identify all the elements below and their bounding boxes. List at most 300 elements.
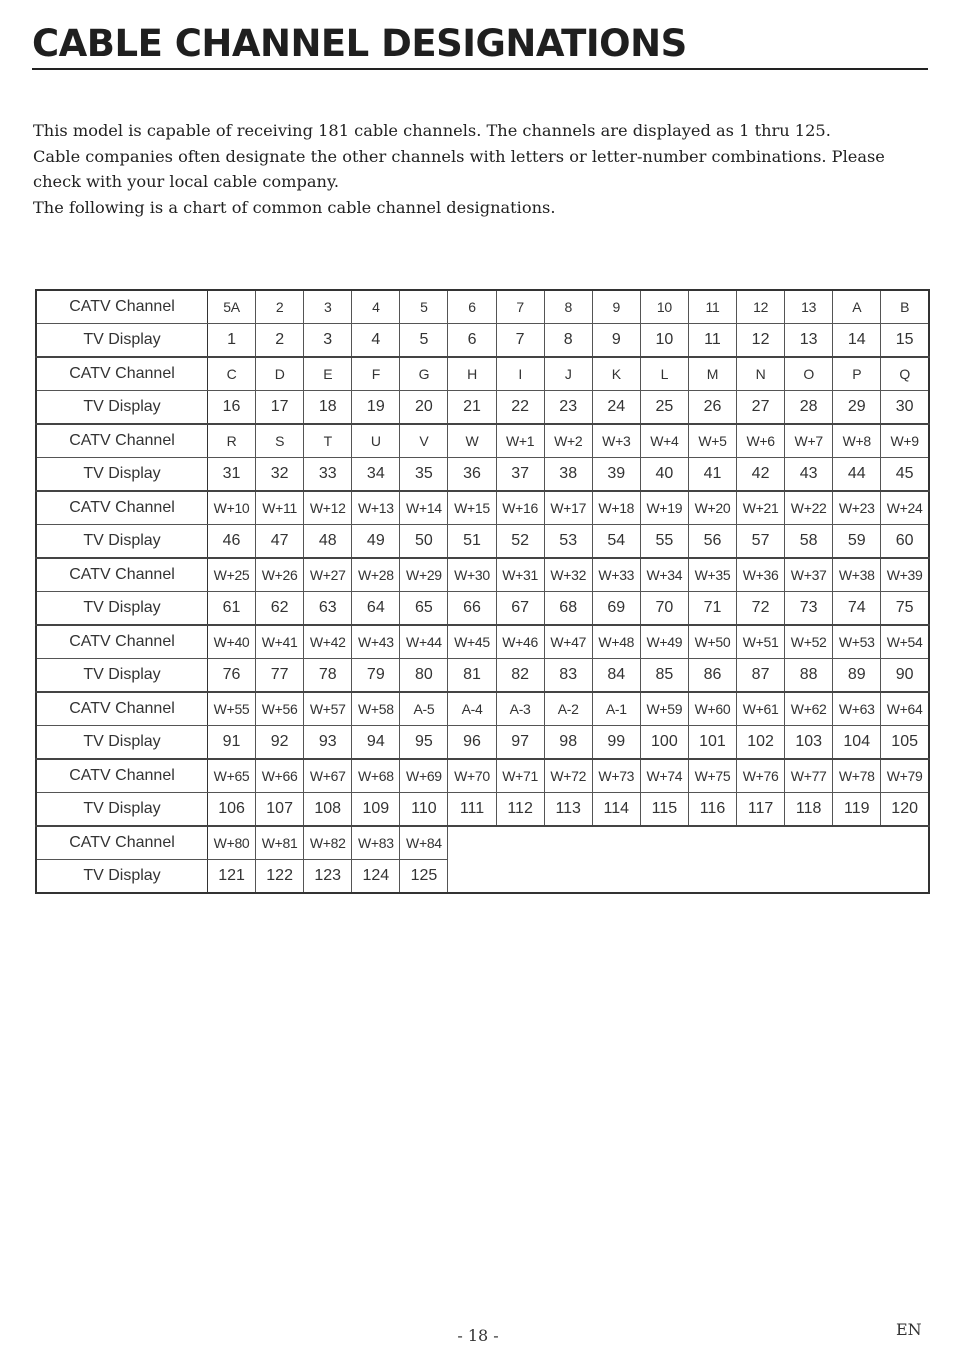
catv-channel-cell: W+7 — [785, 424, 833, 458]
catv-channel-cell: W+72 — [544, 759, 592, 793]
catv-channel-cell: H — [448, 357, 496, 391]
catv-channel-row — [36, 826, 929, 860]
catv-channel-row — [36, 424, 929, 458]
catv-channel-row — [36, 290, 929, 324]
tv-display-cell: 39 — [592, 458, 640, 492]
tv-display-label: TV Display — [36, 793, 208, 827]
tv-display-cell: 38 — [544, 458, 592, 492]
catv-channel-cell: A-2 — [544, 692, 592, 726]
catv-channel-cell: 6 — [448, 290, 496, 324]
tv-display-cell: 81 — [448, 659, 496, 693]
tv-display-cell: 59 — [833, 525, 881, 559]
catv-channel-cell: 9 — [592, 290, 640, 324]
catv-channel-cell: 4 — [352, 290, 400, 324]
catv-channel-cell: W — [448, 424, 496, 458]
catv-channel-cell: K — [592, 357, 640, 391]
tv-display-cell: 32 — [256, 458, 304, 492]
tv-display-cell: 101 — [688, 726, 736, 760]
catv-channel-cell: W+33 — [592, 558, 640, 592]
catv-channel-cell: D — [256, 357, 304, 391]
tv-display-cell: 51 — [448, 525, 496, 559]
catv-channel-cell: O — [785, 357, 833, 391]
catv-channel-cell: W+8 — [833, 424, 881, 458]
empty-cell — [688, 826, 736, 860]
catv-channel-cell: W+47 — [544, 625, 592, 659]
empty-cell — [833, 826, 881, 860]
catv-channel-cell: W+26 — [256, 558, 304, 592]
catv-channel-cell: W+48 — [592, 625, 640, 659]
tv-display-cell: 99 — [592, 726, 640, 760]
tv-display-cell: 5 — [400, 324, 448, 358]
intro-text — [33, 118, 933, 220]
tv-display-cell: 79 — [352, 659, 400, 693]
tv-display-cell: 65 — [400, 592, 448, 626]
empty-cell — [496, 826, 544, 860]
language-code: EN — [896, 1320, 922, 1339]
catv-channel-cell: W+22 — [785, 491, 833, 525]
catv-channel-cell: P — [833, 357, 881, 391]
catv-channel-cell: W+32 — [544, 558, 592, 592]
tv-display-cell: 14 — [833, 324, 881, 358]
catv-channel-cell: W+5 — [688, 424, 736, 458]
catv-channel-cell: W+37 — [785, 558, 833, 592]
catv-channel-cell: B — [881, 290, 929, 324]
tv-display-cell: 47 — [256, 525, 304, 559]
tv-display-cell: 70 — [640, 592, 688, 626]
tv-display-cell: 15 — [881, 324, 929, 358]
tv-display-cell: 117 — [737, 793, 785, 827]
tv-display-cell: 21 — [448, 391, 496, 425]
tv-display-cell: 75 — [881, 592, 929, 626]
tv-display-cell: 73 — [785, 592, 833, 626]
tv-display-cell: 36 — [448, 458, 496, 492]
tv-display-cell: 20 — [400, 391, 448, 425]
tv-display-cell: 30 — [881, 391, 929, 425]
tv-display-cell: 67 — [496, 592, 544, 626]
tv-display-cell: 87 — [737, 659, 785, 693]
tv-display-cell: 72 — [737, 592, 785, 626]
catv-channel-cell: W+24 — [881, 491, 929, 525]
catv-channel-cell: A-1 — [592, 692, 640, 726]
empty-cell — [544, 826, 592, 860]
catv-channel-cell: V — [400, 424, 448, 458]
tv-display-row — [36, 324, 929, 358]
empty-cell — [496, 860, 544, 894]
catv-channel-cell: W+35 — [688, 558, 736, 592]
catv-channel-cell: 8 — [544, 290, 592, 324]
catv-channel-label: CATV Channel — [36, 558, 208, 592]
empty-cell — [881, 860, 929, 894]
tv-display-cell: 92 — [256, 726, 304, 760]
catv-channel-cell: W+28 — [352, 558, 400, 592]
catv-channel-cell: C — [208, 357, 256, 391]
channel-designation-table — [35, 289, 930, 894]
tv-display-cell: 106 — [208, 793, 256, 827]
page-title: CABLE CHANNEL DESIGNATIONS — [32, 22, 687, 65]
tv-display-cell: 37 — [496, 458, 544, 492]
tv-display-cell: 17 — [256, 391, 304, 425]
catv-channel-cell: W+15 — [448, 491, 496, 525]
tv-display-cell: 40 — [640, 458, 688, 492]
tv-display-cell: 2 — [256, 324, 304, 358]
tv-display-row — [36, 726, 929, 760]
catv-channel-row — [36, 759, 929, 793]
tv-display-cell: 62 — [256, 592, 304, 626]
tv-display-cell: 6 — [448, 324, 496, 358]
catv-channel-cell: W+40 — [208, 625, 256, 659]
empty-cell — [737, 860, 785, 894]
catv-channel-cell: W+34 — [640, 558, 688, 592]
catv-channel-label: CATV Channel — [36, 424, 208, 458]
tv-display-cell: 58 — [785, 525, 833, 559]
catv-channel-cell: W+6 — [737, 424, 785, 458]
catv-channel-cell: W+84 — [400, 826, 448, 860]
catv-channel-cell: U — [352, 424, 400, 458]
tv-display-row — [36, 659, 929, 693]
empty-cell — [640, 826, 688, 860]
catv-channel-cell: A-3 — [496, 692, 544, 726]
tv-display-cell: 41 — [688, 458, 736, 492]
tv-display-cell: 105 — [881, 726, 929, 760]
tv-display-label: TV Display — [36, 324, 208, 358]
tv-display-cell: 85 — [640, 659, 688, 693]
tv-display-cell: 43 — [785, 458, 833, 492]
catv-channel-cell: W+62 — [785, 692, 833, 726]
catv-channel-cell: W+82 — [304, 826, 352, 860]
intro-paragraph: The following is a chart of common cable channel designations. — [33, 197, 556, 217]
catv-channel-cell: 13 — [785, 290, 833, 324]
tv-display-cell: 93 — [304, 726, 352, 760]
empty-cell — [592, 826, 640, 860]
tv-display-cell: 84 — [592, 659, 640, 693]
tv-display-cell: 11 — [688, 324, 736, 358]
empty-cell — [785, 860, 833, 894]
tv-display-cell: 34 — [352, 458, 400, 492]
tv-display-cell: 71 — [688, 592, 736, 626]
catv-channel-cell: W+56 — [256, 692, 304, 726]
tv-display-cell: 48 — [304, 525, 352, 559]
catv-channel-cell: 3 — [304, 290, 352, 324]
catv-channel-cell: T — [304, 424, 352, 458]
catv-channel-row — [36, 692, 929, 726]
catv-channel-cell: W+78 — [833, 759, 881, 793]
catv-channel-cell: W+21 — [737, 491, 785, 525]
tv-display-cell: 86 — [688, 659, 736, 693]
tv-display-cell: 9 — [592, 324, 640, 358]
intro-paragraph: This model is capable of receiving 181 cable channels. The channels are displayed as 1 thru 125. — [33, 121, 831, 140]
catv-channel-cell: W+30 — [448, 558, 496, 592]
tv-display-cell: 52 — [496, 525, 544, 559]
catv-channel-cell: W+3 — [592, 424, 640, 458]
catv-channel-cell: W+52 — [785, 625, 833, 659]
tv-display-cell: 98 — [544, 726, 592, 760]
tv-display-cell: 91 — [208, 726, 256, 760]
tv-display-label: TV Display — [36, 860, 208, 894]
catv-channel-cell: W+80 — [208, 826, 256, 860]
catv-channel-cell: W+51 — [737, 625, 785, 659]
empty-cell — [688, 860, 736, 894]
tv-display-cell: 109 — [352, 793, 400, 827]
catv-channel-label: CATV Channel — [36, 692, 208, 726]
tv-display-label: TV Display — [36, 458, 208, 492]
catv-channel-cell: W+43 — [352, 625, 400, 659]
tv-display-cell: 18 — [304, 391, 352, 425]
tv-display-cell: 66 — [448, 592, 496, 626]
empty-cell — [640, 860, 688, 894]
empty-cell — [592, 860, 640, 894]
catv-channel-cell: W+25 — [208, 558, 256, 592]
catv-channel-cell: W+74 — [640, 759, 688, 793]
catv-channel-cell: W+31 — [496, 558, 544, 592]
empty-cell — [833, 860, 881, 894]
tv-display-cell: 113 — [544, 793, 592, 827]
tv-display-cell: 110 — [400, 793, 448, 827]
catv-channel-cell: W+11 — [256, 491, 304, 525]
catv-channel-cell: W+70 — [448, 759, 496, 793]
tv-display-cell: 60 — [881, 525, 929, 559]
tv-display-cell: 53 — [544, 525, 592, 559]
tv-display-cell: 115 — [640, 793, 688, 827]
catv-channel-cell: I — [496, 357, 544, 391]
catv-channel-cell: W+50 — [688, 625, 736, 659]
catv-channel-cell: W+61 — [737, 692, 785, 726]
catv-channel-cell: L — [640, 357, 688, 391]
tv-display-cell: 13 — [785, 324, 833, 358]
catv-channel-cell: 2 — [256, 290, 304, 324]
tv-display-cell: 124 — [352, 860, 400, 894]
catv-channel-cell: W+20 — [688, 491, 736, 525]
tv-display-cell: 64 — [352, 592, 400, 626]
empty-cell — [881, 826, 929, 860]
tv-display-cell: 25 — [640, 391, 688, 425]
tv-display-cell: 26 — [688, 391, 736, 425]
tv-display-cell: 108 — [304, 793, 352, 827]
catv-channel-cell: A-5 — [400, 692, 448, 726]
catv-channel-cell: J — [544, 357, 592, 391]
catv-channel-cell: W+49 — [640, 625, 688, 659]
tv-display-cell: 121 — [208, 860, 256, 894]
empty-cell — [785, 826, 833, 860]
catv-channel-cell: 10 — [640, 290, 688, 324]
catv-channel-cell: W+60 — [688, 692, 736, 726]
tv-display-cell: 68 — [544, 592, 592, 626]
tv-display-cell: 96 — [448, 726, 496, 760]
tv-display-label: TV Display — [36, 659, 208, 693]
catv-channel-cell: G — [400, 357, 448, 391]
tv-display-cell: 116 — [688, 793, 736, 827]
catv-channel-label: CATV Channel — [36, 290, 208, 324]
tv-display-cell: 8 — [544, 324, 592, 358]
catv-channel-cell: W+27 — [304, 558, 352, 592]
tv-display-cell: 122 — [256, 860, 304, 894]
tv-display-cell: 97 — [496, 726, 544, 760]
catv-channel-cell: W+16 — [496, 491, 544, 525]
catv-channel-row — [36, 491, 929, 525]
tv-display-cell: 42 — [737, 458, 785, 492]
catv-channel-label: CATV Channel — [36, 357, 208, 391]
tv-display-cell: 24 — [592, 391, 640, 425]
catv-channel-cell: W+2 — [544, 424, 592, 458]
tv-display-cell: 90 — [881, 659, 929, 693]
tv-display-cell: 69 — [592, 592, 640, 626]
catv-channel-cell: 11 — [688, 290, 736, 324]
catv-channel-cell: W+64 — [881, 692, 929, 726]
catv-channel-cell: 5A — [208, 290, 256, 324]
tv-display-row — [36, 793, 929, 827]
catv-channel-cell: W+75 — [688, 759, 736, 793]
catv-channel-cell: A-4 — [448, 692, 496, 726]
page-number: - 18 - — [457, 1326, 499, 1345]
tv-display-cell: 82 — [496, 659, 544, 693]
tv-display-cell: 23 — [544, 391, 592, 425]
tv-display-cell: 63 — [304, 592, 352, 626]
tv-display-cell: 102 — [737, 726, 785, 760]
catv-channel-cell: W+71 — [496, 759, 544, 793]
catv-channel-cell: W+38 — [833, 558, 881, 592]
catv-channel-cell: W+19 — [640, 491, 688, 525]
tv-display-cell: 28 — [785, 391, 833, 425]
catv-channel-row — [36, 558, 929, 592]
tv-display-label: TV Display — [36, 391, 208, 425]
tv-display-cell: 31 — [208, 458, 256, 492]
tv-display-cell: 19 — [352, 391, 400, 425]
catv-channel-cell: F — [352, 357, 400, 391]
tv-display-cell: 12 — [737, 324, 785, 358]
catv-channel-cell: W+67 — [304, 759, 352, 793]
tv-display-cell: 120 — [881, 793, 929, 827]
tv-display-cell: 112 — [496, 793, 544, 827]
tv-display-cell: 125 — [400, 860, 448, 894]
catv-channel-row — [36, 357, 929, 391]
tv-display-cell: 104 — [833, 726, 881, 760]
tv-display-cell: 61 — [208, 592, 256, 626]
tv-display-cell: 45 — [881, 458, 929, 492]
tv-display-cell: 111 — [448, 793, 496, 827]
tv-display-cell: 94 — [352, 726, 400, 760]
catv-channel-label: CATV Channel — [36, 491, 208, 525]
catv-channel-cell: W+41 — [256, 625, 304, 659]
catv-channel-cell: W+23 — [833, 491, 881, 525]
catv-channel-cell: W+17 — [544, 491, 592, 525]
catv-channel-cell: W+73 — [592, 759, 640, 793]
catv-channel-cell: W+44 — [400, 625, 448, 659]
tv-display-cell: 49 — [352, 525, 400, 559]
empty-cell — [544, 860, 592, 894]
empty-cell — [448, 860, 496, 894]
catv-channel-cell: R — [208, 424, 256, 458]
catv-channel-cell: W+69 — [400, 759, 448, 793]
catv-channel-cell: W+39 — [881, 558, 929, 592]
catv-channel-cell: W+14 — [400, 491, 448, 525]
tv-display-cell: 95 — [400, 726, 448, 760]
tv-display-cell: 16 — [208, 391, 256, 425]
title-underline — [32, 68, 928, 70]
tv-display-cell: 80 — [400, 659, 448, 693]
catv-channel-cell: W+45 — [448, 625, 496, 659]
tv-display-cell: 1 — [208, 324, 256, 358]
tv-display-cell: 76 — [208, 659, 256, 693]
catv-channel-cell: W+9 — [881, 424, 929, 458]
tv-display-cell: 22 — [496, 391, 544, 425]
tv-display-cell: 33 — [304, 458, 352, 492]
catv-channel-cell: A — [833, 290, 881, 324]
tv-display-cell: 88 — [785, 659, 833, 693]
tv-display-row — [36, 525, 929, 559]
catv-channel-cell: W+13 — [352, 491, 400, 525]
catv-channel-cell: W+10 — [208, 491, 256, 525]
tv-display-cell: 89 — [833, 659, 881, 693]
tv-display-cell: 114 — [592, 793, 640, 827]
catv-channel-cell: W+4 — [640, 424, 688, 458]
catv-channel-cell: W+46 — [496, 625, 544, 659]
tv-display-cell: 78 — [304, 659, 352, 693]
catv-channel-label: CATV Channel — [36, 759, 208, 793]
catv-channel-cell: W+81 — [256, 826, 304, 860]
tv-display-cell: 29 — [833, 391, 881, 425]
catv-channel-cell: N — [737, 357, 785, 391]
tv-display-row — [36, 592, 929, 626]
catv-channel-cell: M — [688, 357, 736, 391]
catv-channel-cell: E — [304, 357, 352, 391]
intro-paragraph: Cable companies often designate the other channels with letters or letter-number combinations. Please check with your local cable company. — [33, 146, 885, 191]
catv-channel-cell: W+79 — [881, 759, 929, 793]
tv-display-cell: 3 — [304, 324, 352, 358]
tv-display-cell: 57 — [737, 525, 785, 559]
catv-channel-label: CATV Channel — [36, 625, 208, 659]
catv-channel-cell: W+18 — [592, 491, 640, 525]
catv-channel-cell: W+59 — [640, 692, 688, 726]
catv-channel-cell: W+54 — [881, 625, 929, 659]
catv-channel-label: CATV Channel — [36, 826, 208, 860]
catv-channel-cell: W+83 — [352, 826, 400, 860]
tv-display-cell: 123 — [304, 860, 352, 894]
tv-display-cell: 7 — [496, 324, 544, 358]
catv-channel-cell: 7 — [496, 290, 544, 324]
tv-display-row — [36, 860, 929, 894]
catv-channel-cell: W+57 — [304, 692, 352, 726]
empty-cell — [737, 826, 785, 860]
tv-display-cell: 55 — [640, 525, 688, 559]
catv-channel-cell: W+55 — [208, 692, 256, 726]
catv-channel-cell: W+68 — [352, 759, 400, 793]
tv-display-cell: 77 — [256, 659, 304, 693]
catv-channel-cell: W+66 — [256, 759, 304, 793]
tv-display-label: TV Display — [36, 726, 208, 760]
tv-display-cell: 103 — [785, 726, 833, 760]
catv-channel-cell: Q — [881, 357, 929, 391]
tv-display-row — [36, 458, 929, 492]
tv-display-cell: 4 — [352, 324, 400, 358]
empty-cell — [448, 826, 496, 860]
tv-display-cell: 107 — [256, 793, 304, 827]
catv-channel-cell: W+36 — [737, 558, 785, 592]
catv-channel-cell: W+65 — [208, 759, 256, 793]
catv-channel-cell: W+53 — [833, 625, 881, 659]
catv-channel-cell: W+63 — [833, 692, 881, 726]
catv-channel-row — [36, 625, 929, 659]
catv-channel-cell: 5 — [400, 290, 448, 324]
catv-channel-cell: S — [256, 424, 304, 458]
tv-display-label: TV Display — [36, 592, 208, 626]
tv-display-cell: 100 — [640, 726, 688, 760]
tv-display-row — [36, 391, 929, 425]
tv-display-cell: 118 — [785, 793, 833, 827]
catv-channel-cell: W+42 — [304, 625, 352, 659]
tv-display-cell: 10 — [640, 324, 688, 358]
catv-channel-cell: 12 — [737, 290, 785, 324]
catv-channel-cell: W+58 — [352, 692, 400, 726]
tv-display-cell: 74 — [833, 592, 881, 626]
